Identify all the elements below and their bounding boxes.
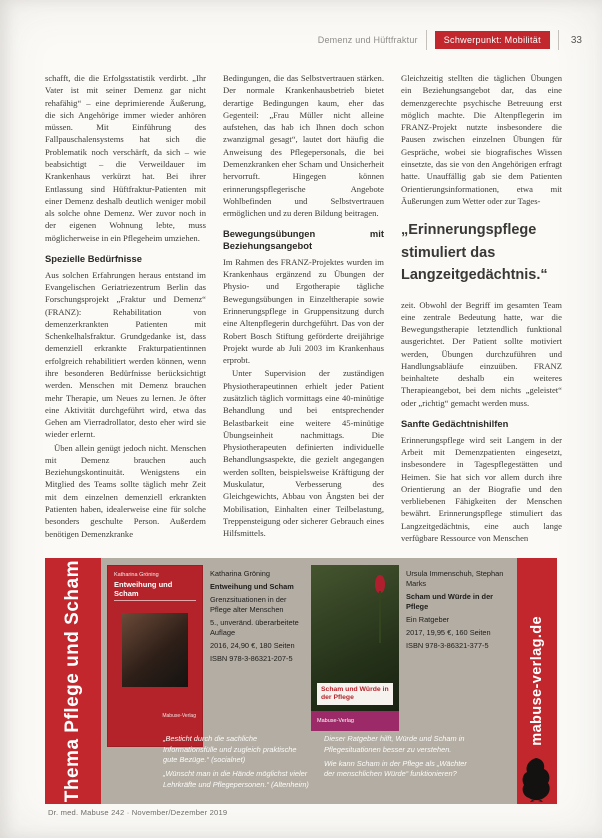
review-quote: Dieser Ratgeber hilft, Würde und Scham in Pflegesituationen besser zu verstehen. bbox=[324, 734, 465, 754]
book2-price-pages: 2017, 19,95 €, 160 Seiten bbox=[406, 627, 491, 637]
book1-isbn: ISBN 978-3-86321-207-5 bbox=[210, 653, 293, 663]
book-cover-publisher: Mabuse-Verlag bbox=[162, 713, 196, 719]
column-2 bbox=[223, 72, 384, 540]
book-cover-author: Katharina Gröning bbox=[114, 572, 159, 578]
review-quote: Wie kann Scham in der Pflege als „Wächter der menschlichen Würde“ funktionieren? bbox=[324, 758, 467, 779]
book2-details bbox=[406, 565, 508, 747]
ad-theme-banner-label: Thema Pflege und Scham bbox=[62, 559, 83, 803]
header-divider bbox=[426, 30, 427, 50]
book-cover-publisher-strip: Mabuse-Verlag bbox=[311, 711, 399, 731]
issue-footer: Dr. med. Mabuse 242 · November/Dezember 2019 bbox=[48, 808, 228, 817]
paragraph: Aus solchen Erfahrungen heraus entstand im Evangelischen Geriatriezentrum Berlin das Forschungsprojekt „Fraktur und Demenz“ (FRANZ): Rehabilitation von demenzerkrankten Patienten mit Schenkelhalsfraktur. Grundgedanke ist, dass demenziell erkrankte Frakturpatientinnen erfolgreich rehabilitiert werden können, wenn ihre besonderen Bedürfnisse berücksichtigt werden. Menschen mit Demenz brauchen mehr Therapie, um Neues zu lernen. Je öfter eine Aktivität durchgeführt wird, etwa das Gehen am Vierradrollator, desto eher wird sie wieder erlernt. bbox=[45, 269, 206, 440]
section-heading-bewegungsuebungen: Bewegungsübungen mit Beziehungsangebot bbox=[223, 228, 384, 252]
book2-isbn: ISBN 978-3-86321-377-5 bbox=[406, 640, 489, 650]
book-cover-title: Entweihung und Scham bbox=[114, 580, 196, 601]
book-cover-entweihung-und-scham bbox=[107, 565, 203, 747]
section-heading-spezielle-beduerfnisse: Spezielle Bedürfnisse bbox=[45, 252, 142, 264]
paragraph: Bedingungen, die das Selbstvertrauen stärken. Der normale Krankenhausbetrieb bietet derartige Bedingungen kaum, eher das Gegenteil: „Frau Müller nicht alleine aufstehen, das hab ich Ihnen doch schon zwanzigmal gesagt“, lautet dort häufig die Anweisung des Pflegepersonals, die bei Demenzkranken eher Scham und Unsicherheit hervorruft. Hingegen können erinnerungspflegerische Angebote Wohlbefinden und Selbstvertrauen ermöglichen und zu deren Bildung beitragen. bbox=[223, 73, 384, 219]
header-divider-2 bbox=[558, 30, 559, 50]
ad-review-quotes bbox=[163, 734, 471, 794]
paragraph: Im Rahmen des FRANZ-Projektes wurden im Krankenhaus ergänzend zu Übungen der Physio- und Ergotherapie tägliche Bewegungsübungen in Einzeltherapie sowie Erinnerungspflege in Gruppensitzung durch eine Altenpflegerin durchgeführt. Das von der Robert Bosch Stiftung geförderte dreijährige Projekt wurde ab Juli 2003 im Krankenhaus erprobt. bbox=[223, 256, 384, 366]
book1-details bbox=[210, 565, 304, 747]
book1-price-pages: 2016, 24,90 €, 180 Seiten bbox=[210, 640, 295, 650]
page-header bbox=[318, 30, 586, 50]
paragraph: schafft, die die Erfolgsstatistik verdirbt. „Ihr Vater ist mit seiner Demenz gar nicht rehafähig“ – eine deprimierende Äußerung, die sich Angehörige immer wieder anhören müssen. Mit Einführung des Fallpauschalensystems hat sich die Problematik noch verschärft, da sich – wie beabsichtigt – die Verweildauer im Krankenhaus verkürzt hat. Bei ihrer Entlassung sind Hüftfraktur-Patienten mit einer Demenz deshalb deutlich weniger mobil als solche ohne Demenz. Wer zuvor noch in der eigenen Wohnung lebte, muss möglicherweise in ein Pflegeheim umziehen. bbox=[45, 73, 206, 243]
pull-quote: „Erinnerungspflege stimuliert das Langzeitgedächtnis.“ bbox=[401, 222, 548, 284]
page-number: 33 bbox=[570, 34, 582, 46]
book2-title: Scham und Würde in der Pflege bbox=[406, 591, 494, 611]
book1-title: Entweihung und Scham bbox=[210, 581, 294, 591]
paragraph: Erinnerungspflege wird seit Langem in der Arbeit mit Demenzpatienten eingesetzt, insbesondere in Tagespflegestätten und Heimen. Sie hat sich vor allem durch ihre Orientierung an der Biografie und den verbliebenen Fähigkeiten der Menschen bewährt. Erinnerungspflege stimuliert das Langzeitgedächtnis, eine auch lange verfügbare Ressource von Menschen bbox=[401, 434, 562, 544]
section-heading-sanfte-gedaechtnishilfen: Sanfte Gedächtnishilfen bbox=[401, 418, 509, 430]
book-cover-title: Scham und Würde in der Pflege bbox=[317, 683, 393, 705]
book1-review-quotes bbox=[163, 734, 310, 794]
paragraph: Unter Supervision der zuständigen Physiotherapeutinnen erhielt jeder Patient zusätzlich täglich vormittags eine 40-minütige Behandlung und bei entsprechender Belastbarkeit eine weitere 45-minütige Übungseinheit nachmittags. Die Physiotherapeuten definierten individuelle Behandlungsaspekte, die gezielt angegangen werden sollten, beispielsweise Kräftigung der Muskulatur, Verbesserung des Gleichgewichts, Abbau von Ängsten bei der Mobilisation, Einhalten einer Teilbelastung, Treppensteigung oder sicherer Gebrauch eines Hilfsmittels. bbox=[223, 368, 384, 539]
ad-theme-banner bbox=[45, 558, 101, 804]
paragraph: Gleichzeitig stellten die täglichen Übungen ein Beziehungsangebot dar, das eine demenzgerechte psychische Betreuung erst möglich machte. Die Altenpflegerin im FRANZ-Projekt nutzte insbesondere die Pausen zwischen einzelnen Übungen für Gespräche, wobei sie biografisches Wissen einsetzte, das sie von den Angehörigen erfragt hatte. Unauffällig gab sie dem Patienten Orientierungsinformationen, etwa mit Äußerungen zum Wetter oder zur Tages- bbox=[401, 73, 562, 206]
book2-authors: Ursula Immenschuh, Stephan Marks bbox=[406, 569, 504, 588]
mabuse-verlag-logo-icon bbox=[519, 756, 553, 802]
review-quote: „Besticht durch die sachliche Informationsfülle und zugleich praktische gute Bezüge.“ (socialnet) bbox=[163, 734, 297, 764]
column-3 bbox=[401, 72, 562, 545]
publisher-url: mabuse-verlag.de bbox=[529, 616, 545, 746]
ad-content bbox=[101, 558, 517, 804]
paragraph: zeit. Obwohl der Begriff im gesamten Team eine zentrale Bedeutung hatte, war die Bewegungstherapie letztendlich funktional ausgerichtet. Der Patient sollte motiviert werden, Übungen durchzuführen und Handlungsabläufe einzuüben. FRANZ beinhaltete deshalb ein weiteres Therapieangebot, bei dem nichts „geleistet“ oder „richtig“ gemacht werden muss. bbox=[401, 299, 562, 408]
tulip-stem bbox=[379, 591, 381, 643]
paragraph: Üben allein genügt jedoch nicht. Menschen mit Demenz brauchen auch Beziehungskontinuität. Wenigstens ein Mitglied des Teams sollte täglich mehr Zeit mit dem einzelnen demenziell erkrankten Patienten haben, idealerweise eine für solche besonders geschulte Person. Außerdem benötigen Demenzkranke bbox=[45, 442, 206, 539]
column-1 bbox=[45, 72, 206, 541]
book2-review-quotes bbox=[324, 734, 471, 794]
publisher-advertisement bbox=[45, 558, 557, 804]
book1-subtitle: Grenzsituationen in der Pflege alter Menschen bbox=[210, 594, 287, 614]
ad-books-row bbox=[107, 565, 511, 747]
book-cover-scham-und-wuerde bbox=[311, 565, 399, 731]
book1-author: Katharina Gröning bbox=[210, 569, 270, 578]
section-badge: Schwerpunkt: Mobilität bbox=[435, 31, 550, 49]
review-quote: „Wünscht man in die Hände möglichst vieler Lehrkräfte und Pflegepersonen.“ (Altenheim) bbox=[163, 769, 309, 789]
book-cover-photo bbox=[122, 613, 188, 687]
article-columns bbox=[45, 72, 562, 556]
article-tag: Demenz und Hüftfraktur bbox=[317, 35, 418, 45]
book1-edition: 5., unveränd. überarbeitete Auflage bbox=[210, 617, 299, 637]
book2-subtitle: Ein Ratgeber bbox=[406, 614, 450, 624]
